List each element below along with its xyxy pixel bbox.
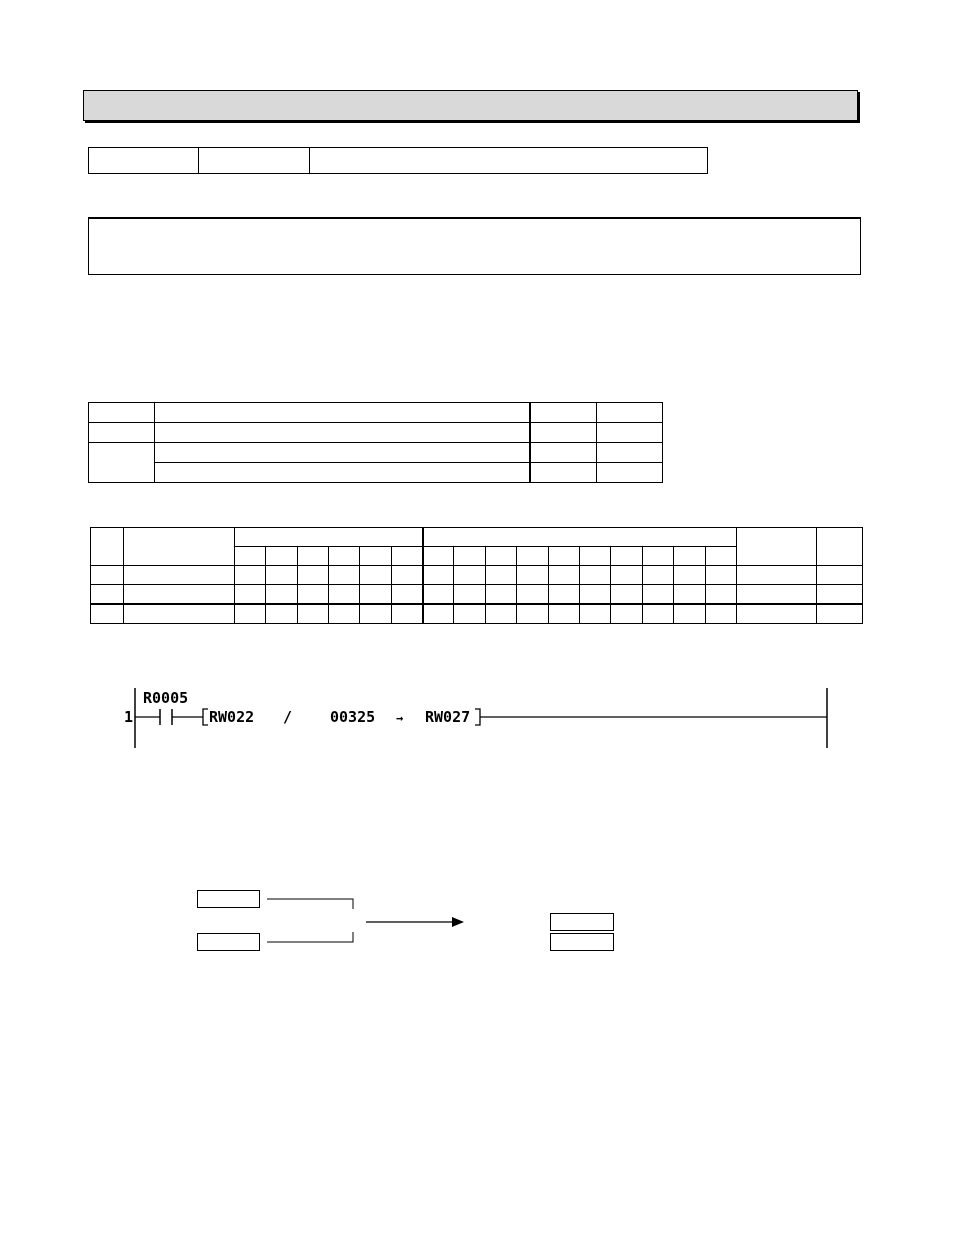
table-header-row: [91, 528, 863, 547]
info-cell-1: [89, 148, 199, 173]
table-cell: [454, 547, 486, 566]
bracket-lower: [267, 932, 353, 942]
table-cell: [266, 604, 298, 624]
description-box: [88, 217, 861, 275]
table-cell: [423, 528, 737, 547]
table-cell: [549, 547, 580, 566]
table-cell: [235, 566, 266, 585]
table-cell: [530, 463, 597, 483]
table-cell: [329, 585, 360, 605]
table-cell: [454, 566, 486, 585]
table-cell: [549, 566, 580, 585]
info-cell-2: [199, 148, 310, 173]
table-cell: [235, 585, 266, 605]
table-cell: [737, 604, 817, 624]
table-cell: [674, 566, 706, 585]
table-cell: [360, 566, 392, 585]
table-row: [89, 423, 663, 443]
table-cell: [597, 463, 663, 483]
table-cell: [643, 604, 674, 624]
table-cell: [266, 566, 298, 585]
table-cell: [486, 547, 517, 566]
table-cell: [674, 547, 706, 566]
source-register: RW022: [209, 708, 255, 726]
table-cell: [643, 547, 674, 566]
arrow-icon: →: [396, 711, 404, 725]
table-cell: [89, 423, 155, 443]
table-cell: [423, 566, 454, 585]
table-cell: [392, 604, 423, 624]
arrow-head-icon: [452, 917, 464, 927]
table-cell: [423, 585, 454, 605]
table-cell: [124, 566, 235, 585]
table-cell: [298, 566, 329, 585]
table-cell: [530, 403, 597, 423]
table-cell: [266, 585, 298, 605]
table-cell: [517, 566, 549, 585]
table-cell: [706, 585, 737, 605]
table-cell: [392, 566, 423, 585]
bracket-upper: [267, 899, 353, 909]
table-cell: [91, 604, 124, 624]
table-cell: [580, 566, 611, 585]
table-cell: [817, 528, 863, 566]
table-cell: [298, 547, 329, 566]
contact-label: R0005: [143, 689, 189, 707]
table-cell: [266, 547, 298, 566]
table-cell: [235, 547, 266, 566]
table-cell: [737, 528, 817, 566]
table-cell: [530, 443, 597, 463]
table-cell: [517, 547, 549, 566]
table-cell: [235, 604, 266, 624]
table-cell: [674, 585, 706, 605]
table-cell: [597, 403, 663, 423]
table-cell: [611, 585, 643, 605]
table-cell: [124, 585, 235, 605]
table-cell: [329, 604, 360, 624]
instruction-bracket-left: [203, 709, 208, 725]
table-cell: [392, 585, 423, 605]
table-cell: [155, 423, 530, 443]
table-cell: [124, 528, 235, 566]
table-cell: [597, 423, 663, 443]
table-row: [89, 443, 663, 463]
table-row: [89, 463, 663, 483]
table-cell: [392, 547, 423, 566]
table-row: [91, 585, 863, 605]
constant-value: 00325: [330, 708, 376, 726]
table-cell: [124, 604, 235, 624]
table-cell: [817, 604, 863, 624]
operand-table: [88, 402, 663, 483]
table-cell: [706, 547, 737, 566]
table-cell: [580, 585, 611, 605]
table-row: [91, 604, 863, 624]
table-cell: [91, 528, 124, 566]
table-cell: [235, 528, 423, 547]
rung-number: 1: [124, 708, 134, 726]
table-cell: [580, 547, 611, 566]
table-cell: [155, 443, 530, 463]
table-cell: [454, 585, 486, 605]
divide-operator: /: [283, 708, 293, 726]
info-row: [88, 147, 708, 174]
table-cell: [737, 566, 817, 585]
ladder-diagram: [120, 682, 840, 754]
table-cell: [486, 566, 517, 585]
table-cell: [549, 604, 580, 624]
table-cell: [706, 566, 737, 585]
table-cell: [329, 566, 360, 585]
table-cell: [360, 547, 392, 566]
table-cell: [643, 566, 674, 585]
table-cell: [423, 604, 454, 624]
table-cell: [611, 547, 643, 566]
destination-register: RW027: [425, 708, 471, 726]
table-cell: [643, 585, 674, 605]
table-cell: [517, 585, 549, 605]
table-row: [89, 403, 663, 423]
execution-connectors: [190, 880, 630, 960]
table-cell: [89, 443, 155, 483]
device-reference-table: [90, 527, 863, 624]
table-cell: [329, 547, 360, 566]
table-cell: [817, 585, 863, 605]
table-cell: [360, 585, 392, 605]
execution-example: [190, 880, 630, 960]
table-cell: [298, 604, 329, 624]
table-cell: [91, 566, 124, 585]
table-cell: [454, 604, 486, 624]
table-cell: [611, 566, 643, 585]
table-cell: [360, 604, 392, 624]
info-cell-3: [310, 148, 707, 173]
table-cell: [517, 604, 549, 624]
table-cell: [486, 585, 517, 605]
table-cell: [817, 566, 863, 585]
table-cell: [706, 604, 737, 624]
table-cell: [737, 585, 817, 605]
table-cell: [611, 604, 643, 624]
instruction-bracket-right: [475, 709, 480, 725]
table-row: [91, 566, 863, 585]
table-cell: [91, 585, 124, 605]
table-cell: [89, 403, 155, 423]
table-cell: [423, 547, 454, 566]
table-cell: [580, 604, 611, 624]
table-cell: [530, 423, 597, 443]
section-title-bar: [83, 90, 858, 121]
table-cell: [549, 585, 580, 605]
table-cell: [298, 585, 329, 605]
table-cell: [674, 604, 706, 624]
table-cell: [597, 443, 663, 463]
table-cell: [486, 604, 517, 624]
table-cell: [155, 403, 530, 423]
table-cell: [155, 463, 530, 483]
